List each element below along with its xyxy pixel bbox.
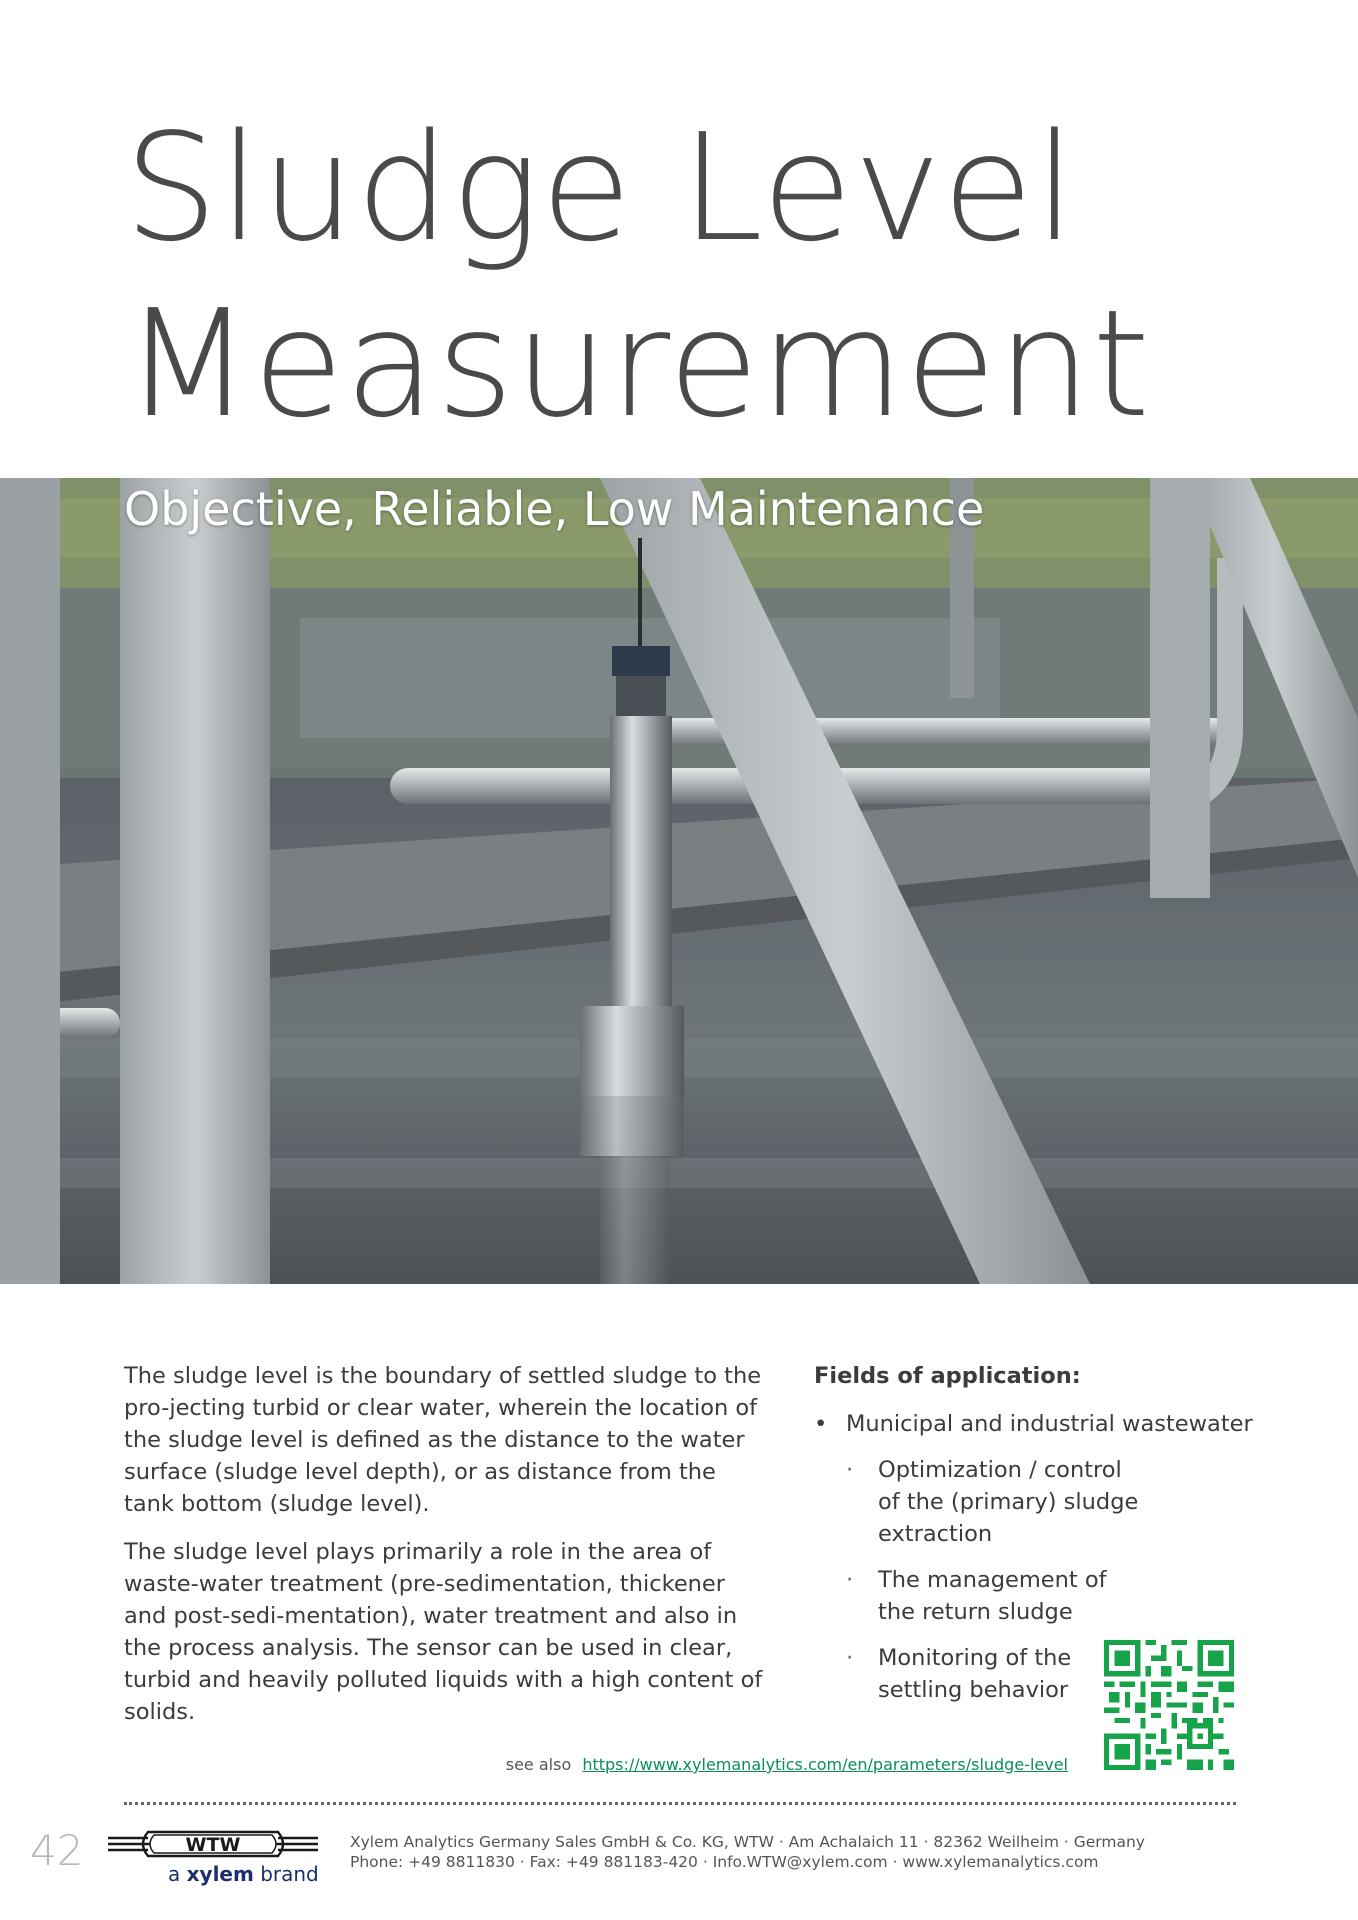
sub-item-2: · The management of the return sludge [846, 1564, 1148, 1628]
sensor-photo-illustration [0, 478, 1358, 1284]
footer-divider [124, 1802, 1236, 1805]
fields-heading: Fields of application: [814, 1363, 1081, 1389]
brand-name: xylem [186, 1862, 254, 1886]
sub-item-1: · Optimization / control of the (primary) sludge extraction [846, 1454, 1148, 1550]
main-item-label: Municipal and industrial wastewater [846, 1411, 1253, 1437]
title-line-2: Measurement [124, 278, 1152, 450]
see-also-link[interactable]: https://www.xylemanalytics.com/en/parameters/sludge-level [582, 1755, 1068, 1774]
page-title [124, 100, 1151, 452]
see-also-prefix: see also [505, 1755, 572, 1774]
description-paragraph-2: The sludge level plays primarily a role in the area of waste-water treatment (pre-sedimentation, thickener and post-sedi-mentation), water treatment and also in the process analysis. The sensor can be used in clear, turbid and heavily polluted liquids with a high content of solids. [124, 1539, 763, 1725]
title-line-1: Sludge Level [124, 102, 1077, 274]
brand-line [168, 1862, 319, 1886]
brand-suffix: brand [260, 1862, 319, 1886]
logo-text: WTW [185, 1834, 241, 1856]
qr-code[interactable] [1104, 1640, 1234, 1770]
brand-prefix: a [168, 1862, 181, 1886]
description [124, 1360, 764, 1744]
address-line-2: Phone: +49 8811830 · Fax: +49 881183-420 · Info.WTW@xylem.com · www.xylemanalytics.com [350, 1853, 1099, 1871]
page-number: 42 [30, 1826, 84, 1875]
footer-address [350, 1832, 1145, 1872]
address-line-1: Xylem Analytics Germany Sales GmbH & Co. KG, WTW · Am Achalaich 11 · 82362 Weilheim · Germany [350, 1833, 1145, 1851]
description-paragraph-1: The sludge level is the boundary of settled sludge to the pro-jecting turbid or clear water, wherein the location of the sludge level is defined as the distance to the water surface (sludge level depth), or as distance from the tank bottom (sludge level). [124, 1363, 762, 1517]
see-also-line [0, 1755, 1068, 1774]
hero-photo [0, 478, 1358, 1284]
sub-item-3: · Monitoring of the settling behavior [846, 1642, 1148, 1706]
hero-subtitle: Objective, Reliable, Low Maintenance [124, 482, 985, 536]
